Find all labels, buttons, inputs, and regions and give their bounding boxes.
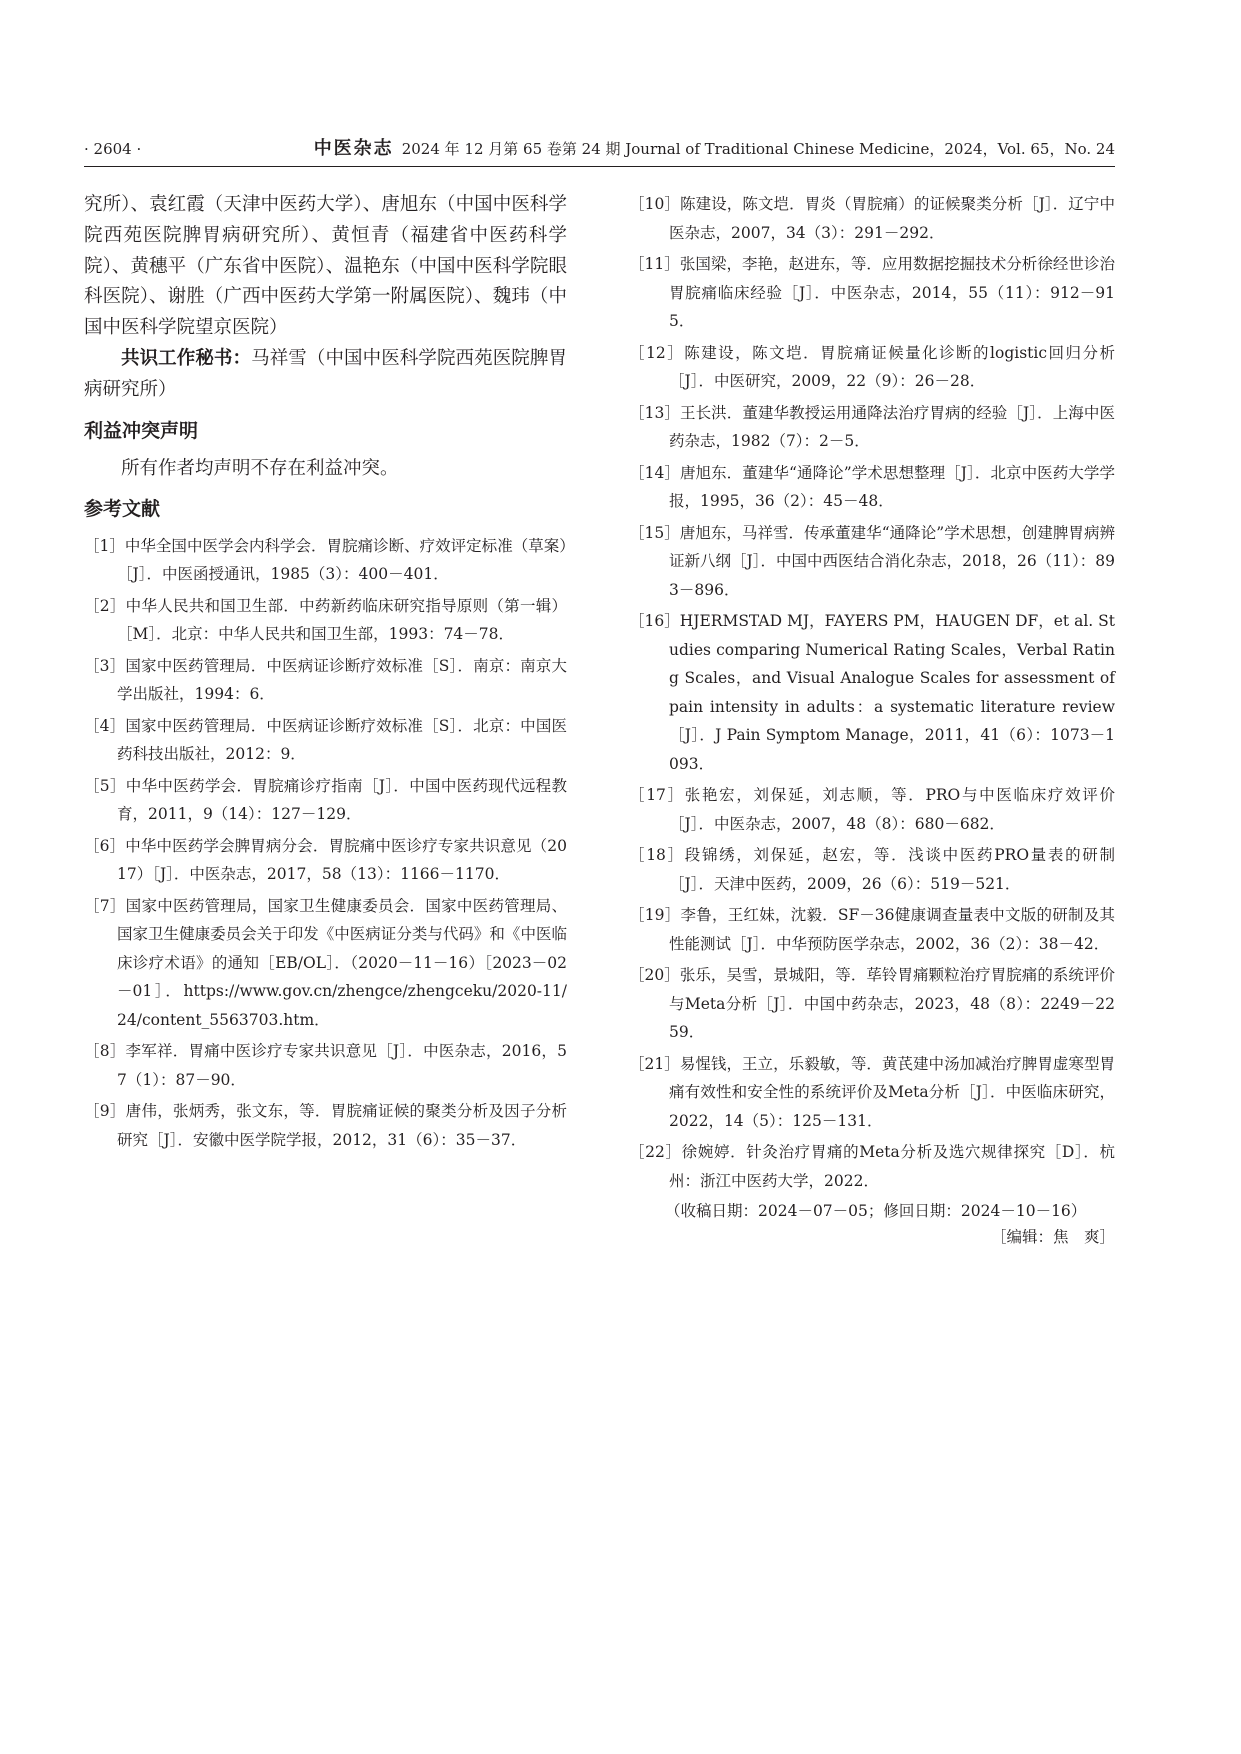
reference-item: ［18］段锦绣，刘保延，赵宏，等．浅谈中医药PRO量表的研制［J］．天津中医药，2009，26（6）：519－521． (629, 846, 1115, 893)
received-revised-dates: （收稿日期：2024－07－05；修回日期：2024－10－16） (665, 1202, 1087, 1220)
issue-info: 2024 年 12 月第 65 卷第 24 期 Journal of Traditional Chinese Medicine，2024，Vol. 65，No. 24 (401, 140, 1115, 158)
reference-item: ［12］陈建设，陈文垲．胃脘痛证候量化诊断的logistic回归分析［J］．中医研究，2009，22（9）：26－28． (629, 343, 1115, 390)
reference-item: ［6］中华中医药学会脾胃病分会．胃脘痛中医诊疗专家共识意见（2017）［J］．中医杂志，2017，58（13）：1166－1170． (84, 836, 567, 884)
editor-credit: ［编辑：焦 爽］ (990, 1228, 1115, 1246)
conflict-heading: 利益冲突声明 (84, 419, 199, 442)
reference-list-left (84, 532, 567, 1155)
secretary-label: 共识工作秘书： (121, 347, 252, 369)
reference-list-right (629, 190, 1115, 1195)
conflict-statement: 所有作者均声明不存在利益冲突。 (121, 457, 399, 479)
reference-item: ［13］王长洪．董建华教授运用通降法治疗胃病的经验［J］．上海中医药杂志，1982（7）：2－5． (629, 403, 1115, 450)
reference-item: ［11］张国梁，李艳，赵进东，等．应用数据挖掘技术分析徐经世诊治胃脘痛临床经验［J］．中医杂志，2014，55（11）：912－915． (629, 255, 1115, 330)
reference-item: ［19］李鲁，王红妹，沈毅．SF－36健康调查量表中文版的研制及其性能测试［J］．中华预防医学杂志，2002，36（2）：38－42． (629, 906, 1115, 953)
reference-item: ［9］唐伟，张炳秀，张文东，等．胃脘痛证候的聚类分析及因子分析研究［J］．安徽中医学院学报，2012，31（6）：35－37． (84, 1102, 567, 1149)
left-column (84, 190, 567, 1157)
reference-item: ［10］陈建设，陈文垲．胃炎（胃脘痛）的证候聚类分析［J］．辽宁中医杂志，2007，34（3）：291－292． (629, 195, 1115, 242)
reference-item: ［16］HJERMSTAD MJ，FAYERS PM，HAUGEN DF，et al. Studies comparing Numerical Rating Scales，Verbal Rating Scales，and Visual Analogue Scales for assessment of pain intensity in adults：a systematic literature review［J］．J Pain Symptom Manage，2011，41（6）：1073－1093． (629, 612, 1115, 773)
reference-item: ［5］中华中医药学会．胃脘痛诊疗指南［J］．中国中医药现代远程教育，2011，9（14）：127－129． (84, 776, 567, 824)
reference-item: ［14］唐旭东．董建华“通降论”学术思想整理［J］．北京中医药大学学报，1995，36（2）：45－48． (629, 463, 1115, 510)
secretary-paragraph (84, 344, 567, 406)
reference-item: ［2］中华人民共和国卫生部．中药新药临床研究指导原则（第一辑）［M］．北京：中华人民共和国卫生部，1993：74－78． (84, 596, 567, 644)
reference-item: ［21］易惺钱，王立，乐毅敏，等．黄芪建中汤加减治疗脾胃虚寒型胃痛有效性和安全性的系统评价及Meta分析［J］．中医临床研究，2022，14（5）：125－131． (629, 1054, 1115, 1130)
authors-continued: 究所）、袁红霞（天津中医药大学）、唐旭东（中国中医科学院西苑医院脾胃病研究所）、黄恒青（福建省中医药科学院）、黄穗平（广东省中医院）、温艳东（中国中医科学院眼科医院）、谢胜（广西中医药大学第一附属医院）、魏玮（中国中医科学院望京医院） (84, 194, 567, 339)
references-heading: 参考文献 (84, 497, 161, 520)
reference-item: ［3］国家中医药管理局．中医病证诊断疗效标准［S］．南京：南京大学出版社，1994：6． (84, 656, 567, 704)
reference-item: ［15］唐旭东，马祥雪．传承董建华“通降论”学术思想，创建脾胃病辨证新八纲［J］．中国中西医结合消化杂志，2018，26（11）：893－896． (629, 523, 1115, 599)
reference-item: ［7］国家中医药管理局，国家卫生健康委员会．国家中医药管理局、国家卫生健康委员会关于印发《中医病证分类与代码》和《中医临床诊疗术语》的通知［EB/OL］．（2020－11－16）［2023－02－01］．https://www.gov.cn/zhengce/zhengceku/2020-11/24/content_5563703.htm． (84, 896, 567, 1029)
reference-item: ［1］中华全国中医学会内科学会．胃脘痛诊断、疗效评定标准（草案）［J］．中医函授通讯，1985（3）：400－401． (84, 536, 567, 584)
page-number: · 2604 · (84, 140, 142, 158)
journal-info (314, 134, 1115, 160)
secretary-text: 马祥雪（中国中医科学院西苑医院脾胃病研究所） (84, 347, 567, 400)
reference-item: ［17］张艳宏，刘保延，刘志顺，等．PRO与中医临床疗效评价［J］．中医杂志，2007，48（8）：680－682． (629, 786, 1115, 833)
running-header (84, 134, 1115, 167)
reference-item: ［22］徐婉婷．针灸治疗胃痛的Meta分析及选穴规律探究［D］．杭州：浙江中医药大学，2022． (629, 1143, 1115, 1190)
reference-item: ［8］李军祥．胃痛中医诊疗专家共识意见［J］．中医杂志，2016，57（1）：87－90． (84, 1042, 567, 1089)
reference-item: ［20］张乐，吴雪，景城阳，等．荜铃胃痛颗粒治疗胃脘痛的系统评价与Meta分析［J］．中国中药杂志，2023，48（8）：2249－2259． (629, 966, 1115, 1041)
right-column (629, 190, 1115, 1250)
reference-item: ［4］国家中医药管理局．中医病证诊断疗效标准［S］．北京：中国医药科技出版社，2012：9． (84, 716, 567, 764)
journal-title-cn: 中医杂志 (313, 138, 394, 159)
